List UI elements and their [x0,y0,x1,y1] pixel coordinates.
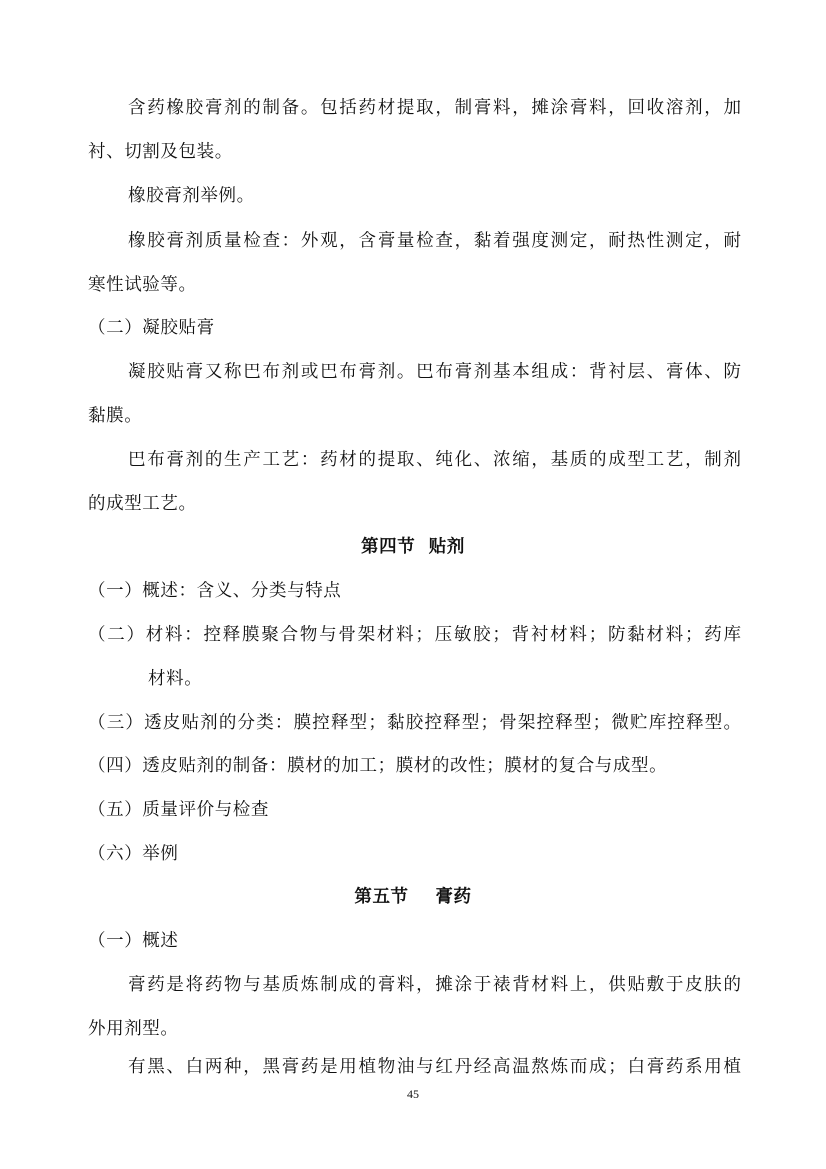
paragraph-text: 有黑、白两种，黑膏药是用植物油与红丹经高温熬炼而成；白膏药系用植 [128,1057,741,1077]
list-item: （六）举例 [88,844,179,864]
paragraph-text: 膏药是将药物与基质炼制成的膏料，摊涂于裱背材料上，供贴敷于皮肤的 [128,975,741,995]
paragraph-text: 外用剂型。 [88,1019,179,1039]
paragraph-text: 的成型工艺。 [88,494,197,514]
list-item: （二）材料：控释膜聚合物与骨架材料；压敏胶；背衬材料；防黏材料；药库 [88,625,741,645]
list-item: （一）概述：含义、分类与特点 [88,581,342,601]
paragraph-text: 含药橡胶膏剂的制备。包括药材提取，制膏料，摊涂膏料，回收溶剂，加 [128,98,741,118]
paragraph-text: 橡胶膏剂举例。 [128,186,255,206]
paragraph-text: 寒性试验等。 [88,275,197,295]
paragraph-text: 黏膜。 [88,406,143,426]
paragraph-text: 凝胶贴膏又称巴布剂或巴布膏剂。巴布膏剂基本组成：背衬层、膏体、防 [128,362,741,382]
paragraph-text: 橡胶膏剂质量检查：外观，含膏量检查，黏着强度测定，耐热性测定，耐 [128,231,741,251]
list-item: （五）质量评价与检查 [88,800,269,820]
paragraph-text: 衬、切割及包装。 [88,142,233,162]
section-heading: 第四节 贴剂 [361,537,465,557]
paragraph-text: 巴布膏剂的生产工艺：药材的提取、纯化、浓缩，基质的成型工艺，制剂 [128,450,741,470]
subheading: （一）概述 [88,931,179,951]
subheading: （二）凝胶贴膏 [88,318,215,338]
list-item: （三）透皮贴剂的分类：膜控释型；黏胶控释型；骨架控释型；微贮库控释型。 [88,713,741,733]
list-item: （四）透皮贴剂的制备：膜材的加工；膜材的改性；膜材的复合与成型。 [88,756,668,776]
page-number: 45 [407,1087,419,1101]
list-item-continuation: 材料。 [148,669,203,689]
section-heading: 第五节 膏药 [354,887,472,907]
